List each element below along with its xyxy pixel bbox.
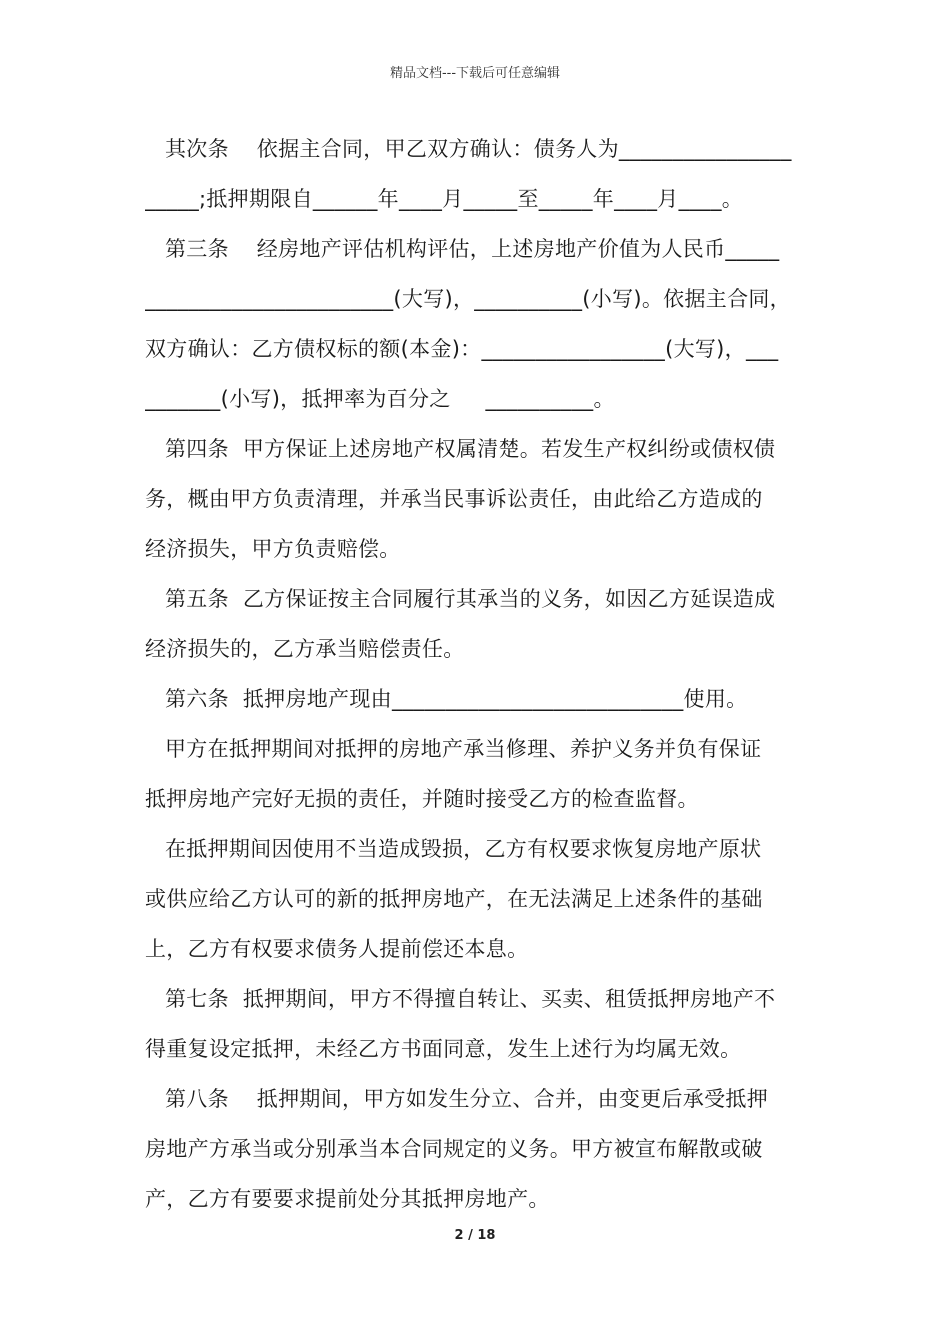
text-line: 在抵押期间因使用不当造成毁损，乙方有权要求恢复房地产原状 — [165, 837, 762, 861]
page-header: 精品文档---下载后可任意编辑 — [389, 66, 561, 81]
text-line: 第八条 抵押期间，甲方如发生分立、合并，由变更后承受抵押 — [165, 1087, 768, 1111]
text-line: 第六条 抵押房地产现由___________________________使用。 — [165, 687, 748, 711]
text-line: 或供应给乙方认可的新的抵押房地产，在无法满足上述条件的基础 — [145, 887, 763, 911]
text-line: 产，乙方有要要求提前处分其抵押房地产。 — [145, 1187, 550, 1211]
text-line: 第五条 乙方保证按主合同履行其承当的义务，如因乙方延误造成 — [165, 587, 776, 611]
text-line: 经济损失的，乙方承当赔偿责任。 — [145, 637, 465, 661]
text-line: 其次条 依据主合同，甲乙双方确认：债务人为________________ — [165, 137, 792, 161]
text-line: _______(小写)，抵押率为百分之 __________。 — [145, 387, 615, 411]
text-line: 第三条 经房地产评估机构评估，上述房地产价值为人民币_____ — [165, 237, 780, 261]
text-line: 双方确认：乙方债权标的额(本金)：_________________(大写)，___ — [145, 337, 779, 361]
text-line: 抵押房地产完好无损的责任，并随时接受乙方的检查监督。 — [145, 787, 699, 811]
text-line: 上，乙方有权要求债务人提前偿还本息。 — [145, 937, 529, 961]
document-body — [145, 124, 810, 1224]
text-line: 经济损失，甲方负责赔偿。 — [145, 537, 401, 561]
text-line: _____;抵押期限自______年____月_____至_____年____月____。 — [145, 187, 744, 211]
text-line: 第七条 抵押期间，甲方不得擅自转让、买卖、租赁抵押房地产不 — [165, 987, 776, 1011]
page-number: 2 / 18 — [454, 1228, 496, 1243]
text-line: 得重复设定抵押，未经乙方书面同意，发生上述行为均属无效。 — [145, 1037, 742, 1061]
text-line: _______________________(大写)，__________(小写)。依据主合同， — [145, 287, 791, 311]
text-line: 甲方在抵押期间对抵押的房地产承当修理、养护义务并负有保证 — [165, 737, 762, 761]
text-line: 第四条 甲方保证上述房地产权属清楚。若发生产权纠纷或债权债 — [165, 437, 776, 461]
text-line: 房地产方承当或分别承当本合同规定的义务。甲方被宣布解散或破 — [145, 1137, 763, 1161]
text-line: 务，概由甲方负责清理，并承当民事诉讼责任，由此给乙方造成的 — [145, 487, 763, 511]
